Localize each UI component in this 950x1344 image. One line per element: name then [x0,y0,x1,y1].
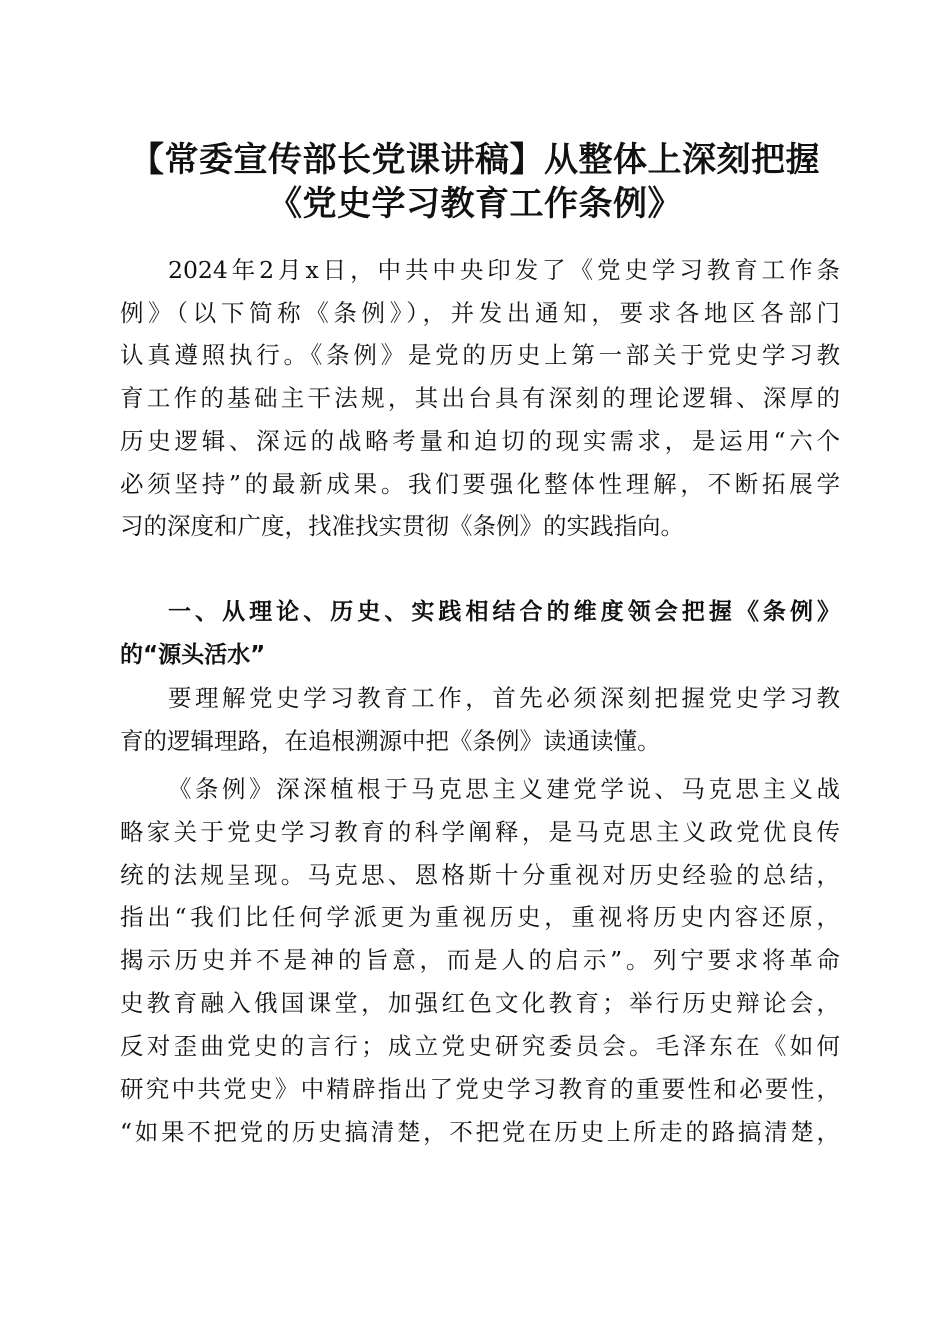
paragraph-3-line: 《条例》深深植根于马克思主义建党学说、马克思主义战 [168,775,840,803]
document-title-line-1: 【常委宣传部长党课讲稿】从整体上深刻把握 [130,140,820,180]
paragraph-3-line: 指出“我们比任何学派更为重视历史，重视将历史内容还原， [120,903,840,931]
paragraph-1-line: 历史逻辑、深远的战略考量和迫切的现实需求，是运用“六个 [120,427,840,455]
paragraph-3-line: 略家关于党史学习教育的科学阐释，是马克思主义政党优良传 [120,818,840,846]
paragraph-3-line: 揭示历史并不是神的旨意，而是人的启示”。列宁要求将革命 [120,946,840,974]
paragraph-3-line: 反对歪曲党史的言行；成立党史研究委员会。毛泽东在《如何 [120,1032,840,1060]
paragraph-2-line: 育的逻辑理路，在追根溯源中把《条例》读通读懂。 [120,727,661,755]
paragraph-3-line: 统的法规呈现。马克思、恩格斯十分重视对历史经验的总结， [120,861,840,889]
document-title-line-2: 《党史学习教育工作条例》 [268,184,682,224]
paragraph-1-line: 认真遵照执行。《条例》是党的历史上第一部关于党史学习教 [120,341,840,369]
paragraph-1-line: 育工作的基础主干法规，其出台具有深刻的理论逻辑、深厚的 [120,384,840,412]
paragraph-1-line: 2024年2月x日，中共中央印发了《党史学习教育工作条 [168,256,840,284]
section-heading-line: 的“源头活水” [120,642,266,668]
paragraph-2-line: 要理解党史学习教育工作，首先必须深刻把握党史学习教 [168,684,840,712]
paragraph-1-line: 必须坚持”的最新成果。我们要强化整体性理解，不断拓展学 [120,470,840,498]
paragraph-1-line: 习的深度和广度，找准找实贯彻《条例》的实践指向。 [120,512,684,540]
section-heading-line: 一、从理论、历史、实践相结合的维度领会把握《条例》 [168,599,840,625]
paragraph-3-line: 史教育融入俄国课堂，加强红色文化教育；举行历史辩论会， [120,989,840,1017]
paragraph-3-line: “如果不把党的历史搞清楚，不把党在历史上所走的路搞清楚， [120,1118,840,1146]
paragraph-3-line: 研究中共党史》中精辟指出了党史学习教育的重要性和必要性， [120,1075,840,1103]
paragraph-1-line: 例》（以下简称《条例》），并发出通知，要求各地区各部门 [120,299,840,327]
